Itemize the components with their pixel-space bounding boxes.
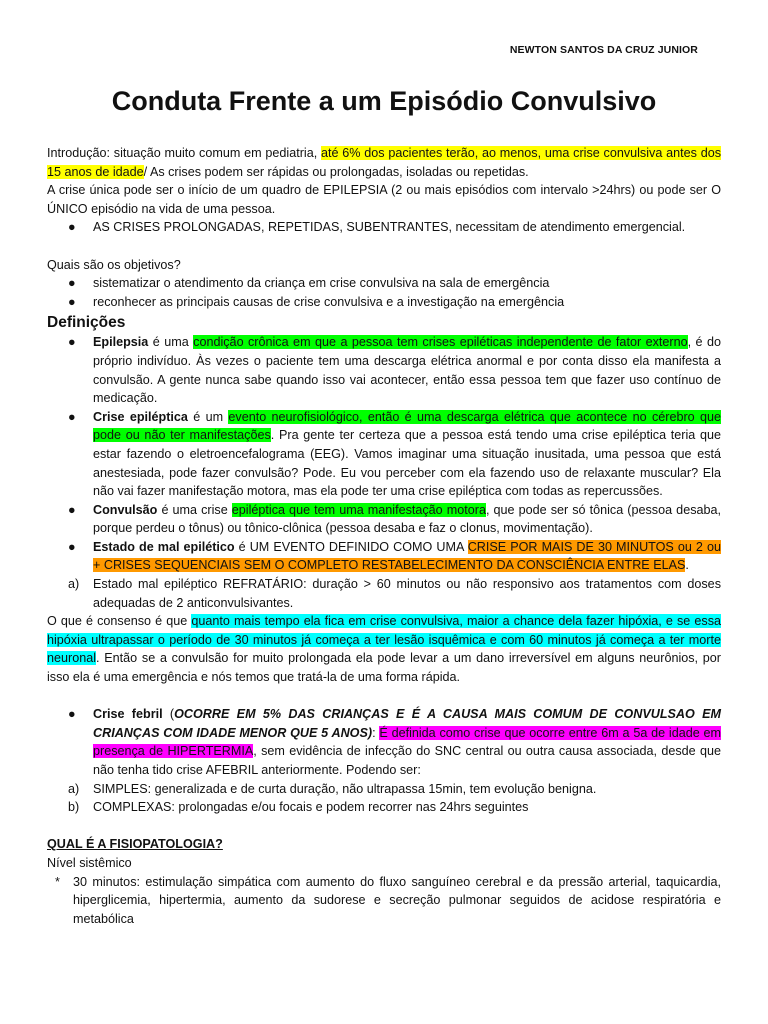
bullet-icon: ● — [68, 276, 76, 291]
bullet-icon: ● — [68, 707, 76, 722]
objectives-question: Quais são os objetivos? — [47, 257, 181, 272]
list-marker: b) — [68, 800, 80, 815]
text: O que é consenso é que — [47, 614, 192, 629]
highlight: evento neurofisiológico, então é uma descarga elétrica que acontece no cérebro que pode ou não ter manifestações — [93, 409, 721, 443]
intro-text: Introdução: situação muito comum em pediatria, — [47, 146, 321, 160]
nivel-sistemico: Nível sistêmico — [47, 855, 132, 870]
page-title: Conduta Frente a um Episódio Convulsivo — [111, 86, 657, 116]
text: COMPLEXAS: prolongadas e/ou focais e podem recorrer nas 24hrs seguintes — [93, 800, 529, 815]
text: , que pode ser só tônica (pessoa desaba, porque perdeu o tônus) ou tônico-clônica (pessoa desaba e faz o clonus, movimentação). — [93, 502, 722, 536]
list-item — [47, 218, 721, 237]
febril-type-item — [47, 798, 721, 817]
text: . — [685, 558, 689, 573]
intro-paragraph — [47, 144, 721, 181]
author-name: NEWTON SANTOS DA CRUZ JUNIOR — [509, 44, 698, 56]
epilepsy-paragraph: A crise única pode ser o início de um quadro de EPILEPSIA (2 ou mais episódios com intervalo >24hrs) ou pode ser O ÚNICO episódio na vida de uma pessoa. — [47, 183, 721, 216]
document-body — [47, 144, 721, 928]
list-marker: a) — [68, 781, 80, 796]
highlight: quanto mais tempo ela fica em crise convulsiva, maior a chance dela fazer hipóxia, e se essa hipóxia ultrapassar o período de 30 minutos já começa a ter lesão isquêmica e com 60 minutos já começa a ter morte neuronal — [47, 614, 722, 666]
bullet-icon: ● — [68, 220, 76, 235]
fisiopatologia-heading: QUAL É A FISIOPATOLOGIA? — [47, 837, 223, 852]
bullet-icon: ● — [68, 502, 76, 517]
definition-crise-febril — [47, 705, 721, 779]
text: SIMPLES: generalizada e de curta duração, não ultrapassa 15min, tem evolução benigna. — [93, 781, 597, 796]
definitions-heading: Definições — [47, 314, 126, 332]
text: ( — [162, 707, 175, 722]
text: , sem evidência de infecção do SNC central ou outra causa associada, desde que não tenha tido crise AFEBRIL anteriormente. Podendo ser: — [93, 744, 721, 777]
intro-text-end: / As crises podem ser rápidas ou prolongadas, isoladas ou repetidas. — [143, 164, 529, 179]
list-item — [47, 293, 721, 312]
bullet-icon: ● — [68, 335, 76, 350]
definition-estado-mal — [47, 538, 721, 575]
consensus-paragraph — [47, 612, 721, 686]
systemic-item — [47, 873, 721, 929]
text: 30 minutos: estimulação simpática com aumento do fluxo sanguíneo cerebral e da pressão arterial, taquicardia, hiperglicemia, hipertermia, aumento da sudorese e secreção pulmonar seguidos de acidose respiratória e metabólica — [73, 874, 721, 926]
objective-text: sistematizar o atendimento da criança em crise convulsiva na sala de emergência — [93, 276, 550, 291]
definition-convulsao — [47, 501, 721, 538]
intro-highlight: até 6% dos pacientes terão, ao menos, uma crise convulsiva antes dos 15 anos de idade — [47, 146, 721, 179]
asterisk-marker: * — [55, 874, 60, 889]
urgent-text: AS CRISES PROLONGADAS, REPETIDAS, SUBENTRANTES, necessitam de atendimento emergencial. — [93, 220, 686, 235]
list-marker: a) — [68, 577, 80, 592]
term: Convulsão — [93, 502, 158, 517]
highlight: epiléptica que tem uma manifestação motora — [231, 502, 486, 517]
text: , é do próprio indivíduo. Às vezes o paciente tem uma descarga elétrica anormal e por conta disso ela manifesta a convulsão. A gente nunca sabe quando isso vai acontecer, então essa pessoa tem que fazer uso contínuo de medicação. — [93, 335, 721, 406]
bullet-icon: ● — [68, 409, 76, 424]
text: Estado mal epiléptico REFRATÁRIO: duração > 60 minutos ou não responsivo aos tratamentos com doses adequadas de 2 anticonvulsivantes. — [93, 577, 721, 610]
definition-epilepsia — [47, 333, 721, 407]
bullet-icon: ● — [68, 539, 76, 554]
bullet-icon: ● — [68, 294, 76, 309]
emphasis: OCORRE EM 5% DAS CRIANÇAS E É A CAUSA MAIS COMUM DE CONVULSAO EM CRIANÇAS COM IDADE MENOR QUE 5 ANOS) — [93, 707, 721, 740]
febril-type-item — [47, 780, 721, 799]
text: é uma — [148, 335, 194, 350]
text: é um — [187, 409, 229, 424]
text: é uma crise — [157, 502, 232, 517]
text: é UM EVENTO DEFINIDO COMO UMA — [234, 539, 468, 554]
highlight: CRISE POR MAIS DE 30 MINUTOS ou 2 ou + CRISES SEQUENCIAIS SEM O COMPLETO RESTABELECIMENTO DA CONSCIÊNCIA ENTRE ELAS — [93, 539, 721, 573]
text: . Então se a convulsão for muito prolongada ela pode levar a um dano irreversível em alguns neurônios, por isso ela é uma emergência e nós temos que tratá-la de uma forma rápida. — [47, 651, 721, 685]
list-item — [47, 274, 721, 293]
highlight: condição crônica em que a pessoa tem crises epiléticas independente de fator externo — [193, 335, 688, 350]
definition-crise-epileptica — [47, 408, 721, 501]
term: Crise febril — [93, 707, 163, 722]
term: Estado de mal epilético — [93, 539, 235, 554]
term: Crise epiléptica — [93, 409, 188, 424]
highlight: É definida como crise que ocorre entre 6m a 5a de idade em presença de HIPERTERMIA — [93, 725, 722, 759]
refractory-item — [47, 575, 721, 612]
text: . Pra gente ter certeza que a pessoa está tendo uma crise epiléptica teria que estar fazendo o eletroencefalograma (EEG). Vamos imaginar uma situação inusitada, uma pessoa que está anestesiada, pode fazer convulsão? Pode. Eu vou perceber com ela fazendo uso de relaxante muscular? Ela não vai fazer manifestação motora, mas ela pode ter uma crise epiléptica com todas as repercussões. — [93, 428, 721, 499]
term: Epilepsia — [93, 335, 149, 350]
objective-text: reconhecer as principais causas de crise convulsiva e a investigação na emergência — [93, 294, 565, 309]
text: : — [372, 725, 380, 740]
